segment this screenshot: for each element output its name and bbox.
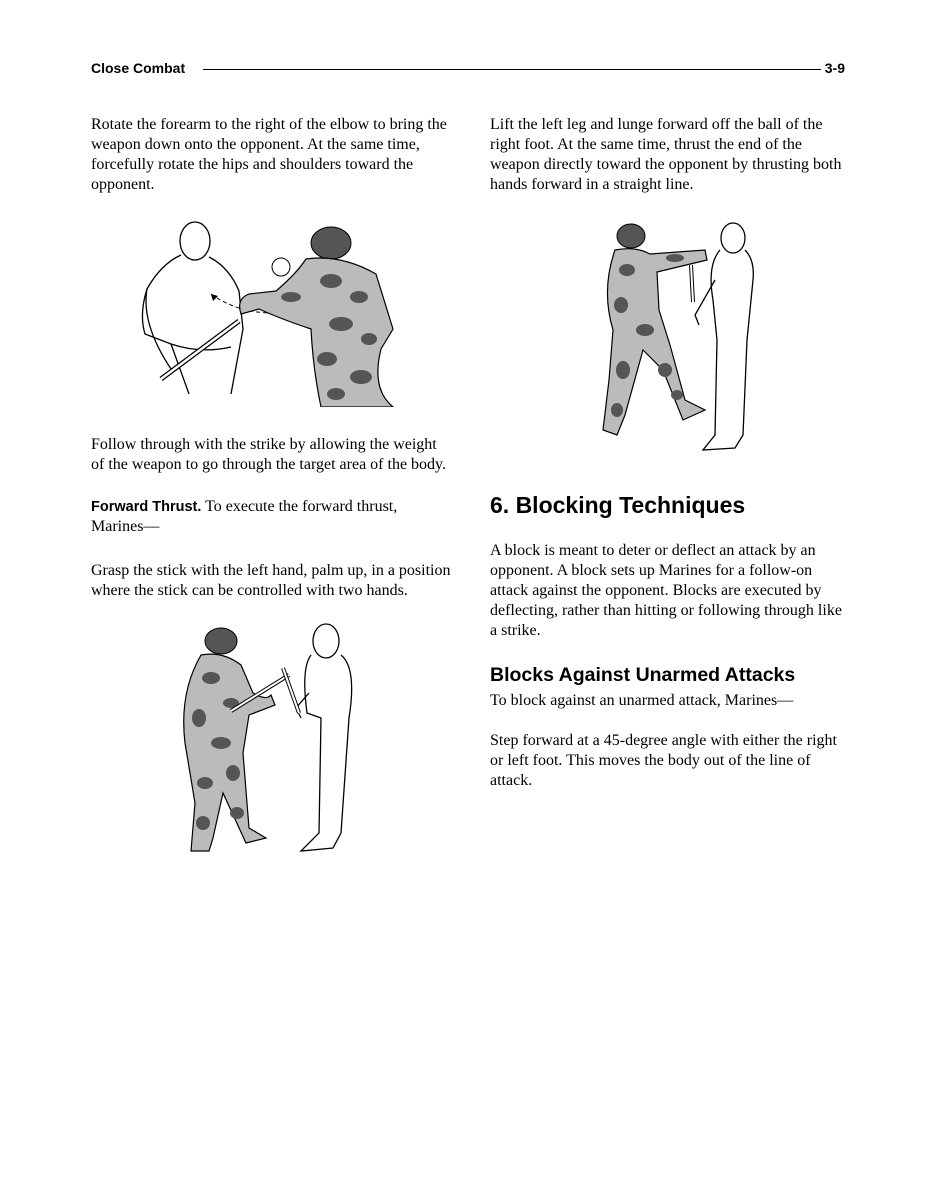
paragraph-step-forward: Step forward at a 45-degree angle with either the right or left foot. This moves the body out of the line of attack. — [490, 732, 837, 789]
right-column — [490, 115, 850, 791]
paragraph-lunge-forward: Lift the left leg and lunge forward off the ball of the right foot. At the same time, thrust the end of the weapon directly toward the opponent by thrusting both hands forward in a straight line. — [490, 116, 842, 193]
running-header-title: Close Combat — [91, 60, 186, 76]
paragraph-rotate-forearm: Rotate the forearm to the right of the elbow to bring the weapon down onto the opponent. At the same time, forcefully rotate the hips and shoulders toward the opponent. — [91, 116, 447, 193]
forward-thrust-text: To execute the forward thrust, Marines— — [91, 498, 398, 535]
forward-thrust-illustration — [595, 220, 775, 465]
paragraph-block-definition: A block is meant to deter or deflect an attack by an opponent. A block sets up Marines for a follow-on attack against the opponent. Blocks are executed by deflecting, rather than hitting or following through like a strike. — [490, 542, 842, 639]
figure-forearm-strike — [131, 219, 411, 407]
paragraph-follow-through: Follow through with the strike by allowing the weight of the weapon to go through the target area of the body. — [91, 436, 446, 473]
section-heading-blocking-techniques: 6. Blocking Techniques — [490, 492, 746, 518]
running-header — [91, 58, 845, 80]
paragraph-block-unarmed-intro: To block against an unarmed attack, Marines— — [490, 692, 794, 709]
thrust-grip-illustration — [171, 623, 371, 865]
paragraph-forward-thrust — [91, 497, 451, 537]
page-number: 3-9 — [824, 60, 845, 76]
forearm-strike-illustration — [131, 219, 411, 407]
paragraph-grasp-stick: Grasp the stick with the left hand, palm up, in a position where the stick can be controlled with two hands. — [91, 562, 451, 599]
subheading-blocks-unarmed: Blocks Against Unarmed Attacks — [490, 664, 796, 686]
forward-thrust-heading: Forward Thrust. — [91, 499, 202, 515]
left-column — [91, 115, 451, 865]
figure-forward-thrust — [595, 220, 775, 465]
figure-forward-thrust-grip — [171, 623, 371, 865]
header-rule — [203, 69, 821, 70]
